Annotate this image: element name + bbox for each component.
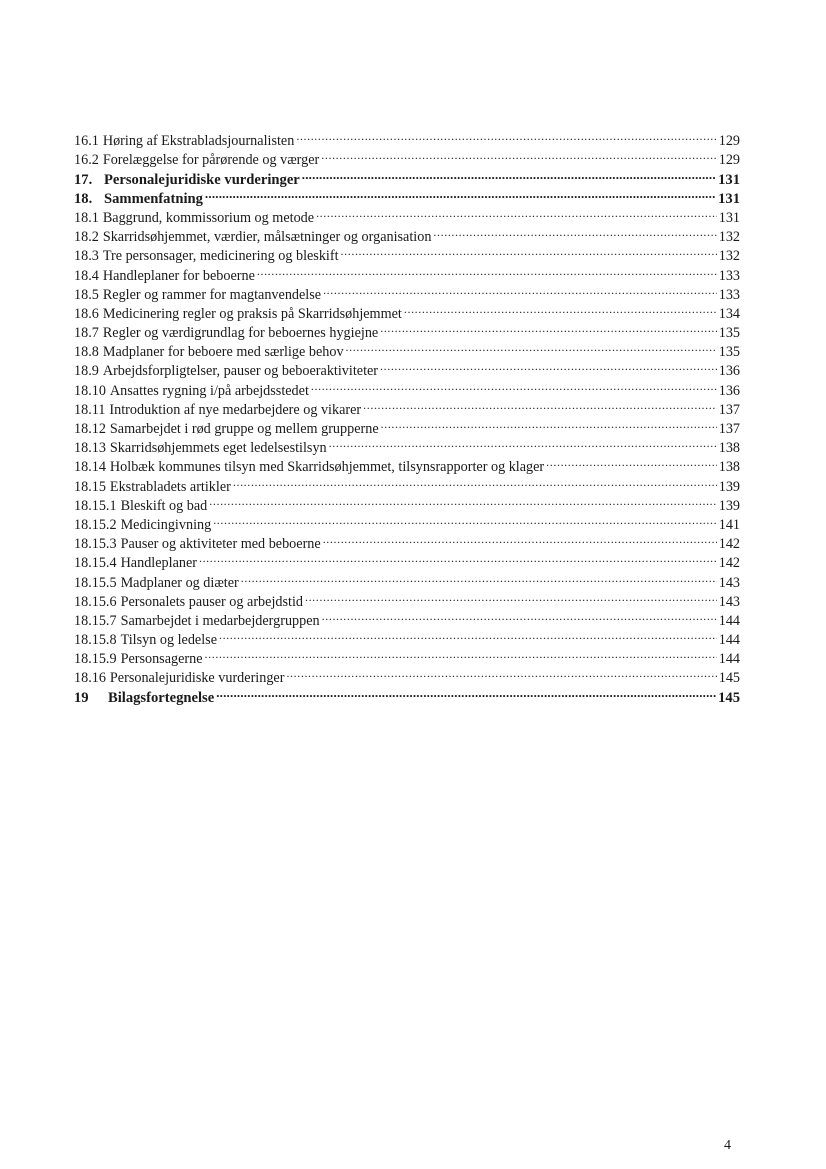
toc-entry-title: Tre personsager, medicinering og bleskift xyxy=(102,248,339,265)
toc-entry-page: 145 xyxy=(718,689,740,706)
toc-dot-leader xyxy=(209,491,716,510)
toc-entry-title: Baggrund, kommissorium og metode xyxy=(102,209,315,226)
toc-entry-title: Madplaner for beboere med særlige behov xyxy=(102,344,344,361)
toc-entry-number: 18.10 xyxy=(74,382,106,399)
toc-entry-title: Bilagsfortegnelse xyxy=(108,689,215,706)
toc-dot-leader xyxy=(213,510,717,529)
toc-entry-title: Samarbejdet i medarbejdergruppen xyxy=(120,612,320,629)
toc-entry-title: Høring af Ekstrabladsjournalisten xyxy=(102,133,295,150)
toc-entry-page: 132 xyxy=(718,229,740,246)
toc-entry-page: 142 xyxy=(718,536,740,553)
toc-entry-title: Personalejuridiske vurderinger xyxy=(109,670,285,687)
toc-dot-leader xyxy=(233,471,717,490)
toc-dot-leader xyxy=(219,625,717,644)
toc-entry-title: Introduktion af nye medarbejdere og vikarer xyxy=(109,401,362,418)
toc-entry-page: 137 xyxy=(718,421,740,437)
toc-dot-leader xyxy=(199,548,717,567)
toc-entry-number: 18.11 xyxy=(74,401,106,418)
toc-entry-number: 18.2 xyxy=(74,229,99,246)
toc-dot-leader xyxy=(380,356,717,375)
toc-entry-title: Samarbejdet i rød gruppe og mellem grupperne xyxy=(109,421,379,437)
toc-entry-title: Bleskift og bad xyxy=(120,497,208,514)
toc-entry-page: 131 xyxy=(718,171,740,188)
toc-entry[interactable] xyxy=(74,126,740,150)
toc-entry-number: 18.15.9 xyxy=(74,651,117,668)
toc-entry-number: 18.16 xyxy=(74,670,106,687)
toc-dot-leader xyxy=(322,606,717,625)
toc-dot-leader xyxy=(205,184,716,203)
toc-entry-number: 18.15.1 xyxy=(74,497,117,514)
toc-dot-leader xyxy=(257,260,717,279)
toc-dot-leader xyxy=(311,375,717,394)
toc-dot-leader xyxy=(546,452,717,471)
toc-entry-title: Personsagerne xyxy=(120,651,203,668)
toc-entry-page: 129 xyxy=(718,133,740,150)
toc-entry-title: Skarridsøhjemmets eget ledelsestilsyn xyxy=(109,440,327,457)
toc-entry-page: 138 xyxy=(718,440,740,457)
toc-dot-leader xyxy=(296,126,716,145)
toc-entry-number: 18.6 xyxy=(74,305,99,322)
toc-entry-number: 18.4 xyxy=(74,267,99,284)
toc-dot-leader xyxy=(341,241,717,260)
toc-entry-title: Arbejdsforpligtelser, pauser og beboeraktiviteter xyxy=(102,363,379,380)
toc-entry-page: 145 xyxy=(718,670,740,687)
toc-entry-number: 18.15.7 xyxy=(74,612,117,629)
toc-entry-page: 133 xyxy=(718,286,740,303)
toc-entry-title: Regler og rammer for magtanvendelse xyxy=(102,286,322,303)
toc-entry-page: 137 xyxy=(718,401,740,418)
toc-entry-page: 129 xyxy=(718,152,740,169)
toc-entry-title: Medicingivning xyxy=(120,516,212,533)
toc-entry-title: Personalejuridiske vurderinger xyxy=(104,171,300,188)
toc-entry-title: Forelæggelse for pårørende og værger xyxy=(102,152,320,169)
toc-entry-title: Madplaner og diæter xyxy=(120,574,239,591)
toc-entry-title: Ekstrabladets artikler xyxy=(109,478,231,495)
toc-entry-title: Skarridsøhjemmet, værdier, målsætninger og organisation xyxy=(102,229,432,246)
toc-entry-number: 18.15.5 xyxy=(74,574,117,591)
toc-entry-title: Regler og værdigrundlag for beboernes hygiejne xyxy=(102,325,379,342)
toc-entry-title: Personalets pauser og arbejdstid xyxy=(120,593,303,610)
toc-entry-page: 135 xyxy=(718,325,740,342)
toc-entry-page: 144 xyxy=(718,651,740,668)
toc-entry-title: Ansattes rygning i/på arbejdsstedet xyxy=(109,382,309,399)
toc-entry-number: 18.14 xyxy=(74,459,106,476)
toc-entry-page: 136 xyxy=(718,382,740,399)
toc-entry-page: 136 xyxy=(718,363,740,380)
toc-entry-number: 18.8 xyxy=(74,344,99,361)
toc-dot-leader xyxy=(380,318,716,337)
toc-dot-leader xyxy=(433,222,716,241)
toc-entry-title: Handleplaner xyxy=(120,555,197,572)
toc-entry-number: 18.15.4 xyxy=(74,555,117,572)
toc-dot-leader xyxy=(323,529,717,548)
toc-dot-leader xyxy=(323,280,717,299)
toc-entry-number: 18.15.2 xyxy=(74,516,117,533)
toc-entry-page: 138 xyxy=(718,459,740,476)
toc-entry-number: 18.1 xyxy=(74,209,99,226)
toc-dot-leader xyxy=(205,644,717,663)
toc-entry-number: 18.3 xyxy=(74,248,99,265)
toc-entry-number: 16.2 xyxy=(74,152,99,169)
toc-entry-number: 18.9 xyxy=(74,363,99,380)
toc-entry-page: 141 xyxy=(718,516,740,533)
toc-entry-page: 131 xyxy=(718,209,740,226)
toc-entry-page: 134 xyxy=(718,305,740,322)
toc-dot-leader xyxy=(286,663,716,682)
toc-entry-title: Tilsyn og ledelse xyxy=(120,632,217,649)
toc-entry-page: 139 xyxy=(718,478,740,495)
toc-entry-number: 18.15.8 xyxy=(74,632,117,649)
toc-entry-number: 18.13 xyxy=(74,440,106,457)
toc-entry-number: 18.15 xyxy=(74,478,106,495)
toc-entry-number: 18.7 xyxy=(74,325,99,342)
toc-dot-leader xyxy=(321,145,716,164)
toc-entry-title: Pauser og aktiviteter med beboerne xyxy=(120,536,321,553)
toc-entry-page: 131 xyxy=(718,190,740,207)
toc-entry-number: 18.12 xyxy=(74,421,106,437)
toc-dot-leader xyxy=(346,337,717,356)
page-number: 4 xyxy=(724,1138,731,1153)
toc-entry-page: 133 xyxy=(718,267,740,284)
toc-entry-number: 18. xyxy=(74,190,93,207)
toc-dot-leader xyxy=(241,567,717,586)
toc-dot-leader xyxy=(305,587,717,606)
toc-dot-leader xyxy=(381,414,717,433)
toc-dot-leader xyxy=(404,299,717,318)
toc-dot-leader xyxy=(302,164,716,183)
toc-entry-title: Medicinering regler og praksis på Skarridsøhjemmet xyxy=(102,305,402,322)
table-of-contents xyxy=(74,126,740,706)
toc-entry-page: 132 xyxy=(718,248,740,265)
toc-dot-leader xyxy=(316,203,717,222)
toc-entry-number: 17. xyxy=(74,171,93,188)
toc-dot-leader xyxy=(363,395,717,414)
toc-entry-page: 144 xyxy=(718,612,740,629)
toc-entry-page: 139 xyxy=(718,497,740,514)
toc-dot-leader xyxy=(329,433,717,452)
toc-entry-page: 142 xyxy=(718,555,740,572)
toc-entry-page: 143 xyxy=(718,593,740,610)
toc-entry-number: 18.5 xyxy=(74,286,99,303)
toc-entry-title: Handleplaner for beboerne xyxy=(102,267,255,284)
toc-entry-number: 18.15.6 xyxy=(74,593,117,610)
toc-entry-number: 16.1 xyxy=(74,133,99,150)
toc-dot-leader xyxy=(216,682,716,701)
toc-entry-title: Sammenfatning xyxy=(104,190,203,207)
toc-entry-page: 135 xyxy=(718,344,740,361)
toc-entry-number: 19 xyxy=(74,689,89,706)
toc-entry-number: 18.15.3 xyxy=(74,536,117,553)
toc-entry-title: Holbæk kommunes tilsyn med Skarridsøhjemmet, tilsynsrapporter og klager xyxy=(109,459,545,476)
toc-entry-page: 144 xyxy=(718,632,740,649)
toc-entry-page: 143 xyxy=(718,574,740,591)
